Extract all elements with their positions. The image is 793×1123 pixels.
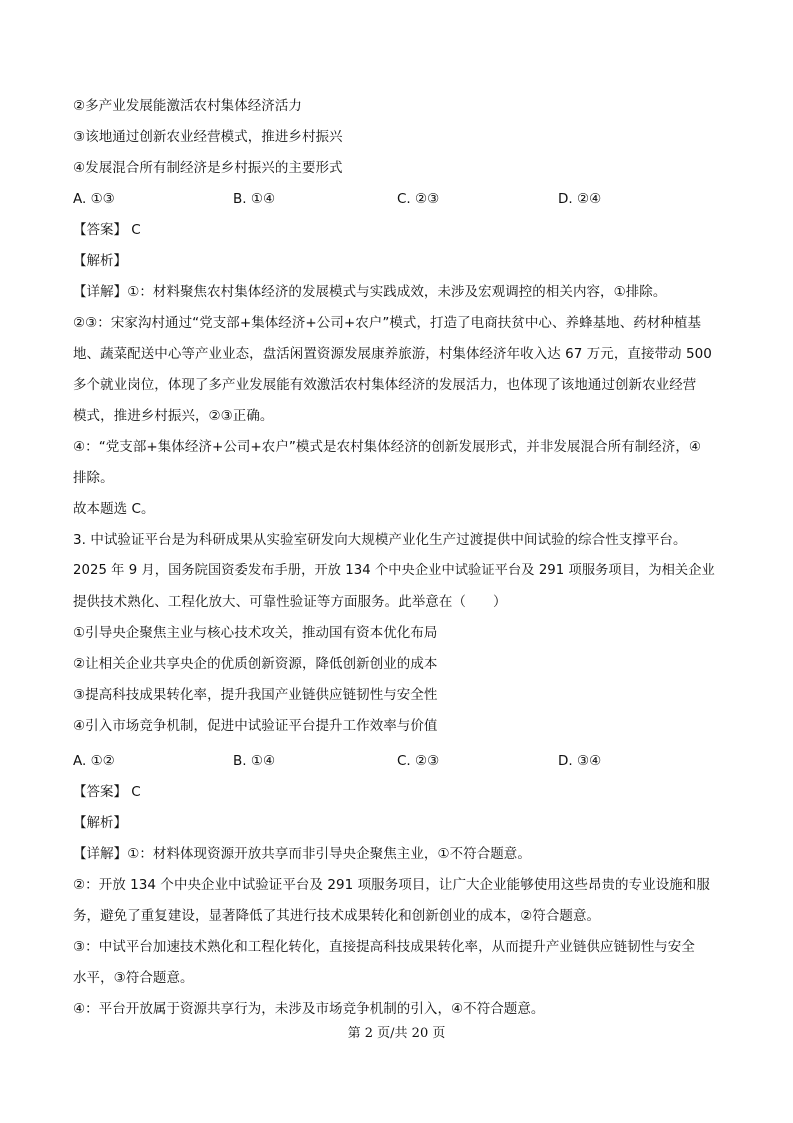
q3-stem-1: 3. 中试验证平台是为科研成果从实验室研发向大规模产业化生产过渡提供中间试验的综合性支撑平台。 xyxy=(73,532,687,548)
q3-detail-2: ②：开放 134 个中央企业中试验证平台及 291 项服务项目，让广大企业能够使用这些昂贵的专业设施和服 xyxy=(73,877,710,893)
q2-options xyxy=(73,189,723,209)
q2-detail-5: 模式，推进乡村振兴，②③正确。 xyxy=(73,408,274,424)
q3-detail-4: ③：中试平台加速技术熟化和工程化转化，直接提高科技成果转化率，从而提升产业链供应链韧性与安全 xyxy=(73,939,695,955)
q3-option-a: A. ①② xyxy=(73,753,115,769)
q3-option-b: B. ①④ xyxy=(233,753,276,769)
q2-option-c: C. ②③ xyxy=(397,191,440,207)
q3-item-2: ②让相关企业共享央企的优质创新资源，降低创新创业的成本 xyxy=(73,656,438,672)
q3-detail-6: ④：平台开放属于资源共享行为，未涉及市场竞争机制的引入，④不符合题意。 xyxy=(73,1001,545,1017)
q2-item-3: ③该地通过创新农业经营模式，推进乡村振兴 xyxy=(73,129,343,145)
q2-option-d: D. ②④ xyxy=(558,191,602,207)
page-footer: 第 2 页/共 20 页 xyxy=(347,1026,446,1041)
q3-detail-1: 【详解】①：材料体现资源开放共享而非引导央企聚焦主业，①不符合题意。 xyxy=(73,846,531,862)
q3-option-d: D. ③④ xyxy=(558,753,602,769)
q2-detail-2: ②③：宋家沟村通过“党支部+集体经济+公司+农户”模式，打造了电商扶贫中心、养蜂基地、药材种植基 xyxy=(73,315,702,331)
q2-detail-7: 排除。 xyxy=(73,470,114,486)
q2-conclusion: 故本题选 C。 xyxy=(73,501,155,517)
q2-item-4: ④发展混合所有制经济是乡村振兴的主要形式 xyxy=(73,160,343,176)
q3-option-c: C. ②③ xyxy=(397,753,440,769)
q2-detail-1: 【详解】①：材料聚焦农村集体经济的发展模式与实践成效，未涉及宏观调控的相关内容，①排除。 xyxy=(73,284,667,300)
q3-stem-3: 提供技术熟化、工程化放大、可靠性验证等方面服务。此举意在（ ） xyxy=(73,594,507,610)
q2-detail-6: ④：“党支部+集体经济+公司+农户”模式是农村集体经济的创新发展形式，并非发展混合所有制经济，④ xyxy=(73,439,702,455)
q2-analysis-label: 【解析】 xyxy=(73,253,127,269)
q2-detail-3: 地、蔬菜配送中心等产业业态，盘活闲置资源发展康养旅游，村集体经济年收入达 67 万元，直接带动 500 xyxy=(73,346,712,362)
q3-detail-5: 水平，③符合题意。 xyxy=(73,970,194,986)
q3-analysis-label: 【解析】 xyxy=(73,815,127,831)
q2-answer: 【答案】 C xyxy=(73,222,141,238)
q3-answer: 【答案】 C xyxy=(73,784,141,800)
q2-option-a: A. ①③ xyxy=(73,191,115,207)
q2-detail-4: 多个就业岗位，体现了多产业发展能有效激活农村集体经济的发展活力，也体现了该地通过创新农业经营 xyxy=(73,377,697,393)
q2-item-2: ②多产业发展能激活农村集体经济活力 xyxy=(73,98,302,114)
q3-options xyxy=(73,751,723,771)
q3-item-3: ③提高科技成果转化率，提升我国产业链供应链韧性与安全性 xyxy=(73,687,438,703)
q3-detail-3: 务，避免了重复建设，显著降低了其进行技术成果转化和创新创业的成本，②符合题意。 xyxy=(73,908,601,924)
q3-item-1: ①引导央企聚焦主业与核心技术攻关，推动国有资本优化布局 xyxy=(73,625,438,641)
q2-option-b: B. ①④ xyxy=(233,191,276,207)
q3-stem-2: 2025 年 9 月，国务院国资委发布手册，开放 134 个中央企业中试验证平台及 291 项服务项目，为相关企业 xyxy=(73,563,715,578)
q3-item-4: ④引入市场竞争机制，促进中试验证平台提升工作效率与价值 xyxy=(73,718,438,734)
